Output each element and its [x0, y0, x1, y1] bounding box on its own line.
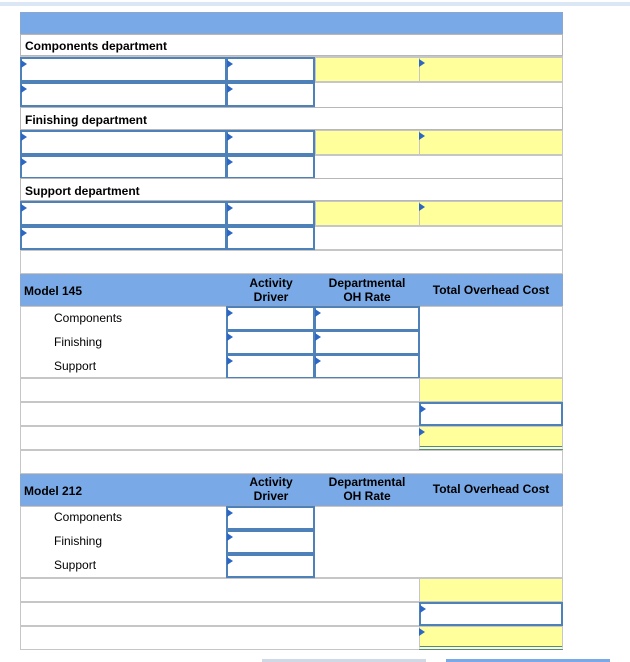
model-212-title: Model 212 [24, 484, 83, 498]
components-section-row [20, 34, 563, 56]
components-department-label: Components department [25, 39, 168, 53]
model-212-finishing-driver-input[interactable] [226, 530, 315, 554]
support-row2-description-input[interactable] [20, 226, 227, 250]
model-145-row-components: Components [54, 311, 123, 325]
components-row2-driver-input[interactable] [226, 82, 315, 107]
top-strip [0, 2, 630, 6]
model-212-units-input[interactable] [419, 602, 563, 626]
spacer-row-2 [20, 450, 563, 474]
model-145-components-rate-input[interactable] [314, 306, 420, 331]
support-row1-description-input[interactable] [20, 201, 227, 226]
finishing-row2-driver-input[interactable] [226, 155, 315, 179]
finishing-row1-cost-input[interactable] [226, 130, 315, 155]
model-145-dept-oh-rate-header: Departmental OH Rate [328, 276, 406, 304]
model-212-row-components: Components [54, 510, 123, 524]
model-212-total-overhead-cell [419, 578, 563, 602]
spacer-row-1 [20, 250, 563, 274]
model-145-total-overhead-header: Total Overhead Cost [432, 283, 550, 297]
components-row2-description-input[interactable] [20, 82, 227, 107]
finishing-row1-description-input[interactable] [20, 130, 227, 155]
support-row1-cost-input[interactable] [226, 201, 315, 226]
components-row1-rate-input[interactable] [419, 57, 563, 82]
model-212-row-support: Support [54, 558, 97, 572]
model-145-components-driver-input[interactable] [226, 306, 315, 331]
table-header-bar [20, 12, 563, 34]
model-212-support-driver-input[interactable] [226, 554, 315, 578]
model-212-dept-oh-rate-header: Departmental OH Rate [328, 475, 406, 503]
model-212-activity-driver-header: Activity Driver [249, 475, 293, 503]
support-section-row [20, 178, 563, 201]
components-row1-description-input[interactable] [20, 57, 227, 82]
model-145-row-finishing: Finishing [54, 335, 103, 349]
finishing-row2-description-input[interactable] [20, 155, 227, 179]
finishing-row1-yellow-cell [315, 130, 420, 155]
components-row1-cost-input[interactable] [226, 57, 315, 82]
model-145-support-rate-input[interactable] [314, 354, 420, 379]
model-212-row-finishing: Finishing [54, 534, 103, 548]
model-145-total-overhead-cell [419, 378, 563, 402]
support-row1-rate-input[interactable] [419, 201, 563, 226]
model-145-title: Model 145 [24, 284, 83, 298]
finishing-department-label: Finishing department [25, 113, 148, 127]
finishing-row1-rate-input[interactable] [419, 130, 563, 155]
model-145-finishing-rate-input[interactable] [314, 330, 420, 355]
support-row2-driver-input[interactable] [226, 226, 315, 250]
model-145-per-unit-input[interactable] [419, 426, 563, 450]
model-145-support-driver-input[interactable] [226, 354, 315, 379]
components-row1-yellow-cell [315, 57, 420, 82]
support-row1-yellow-cell [315, 201, 420, 226]
finishing-section-row [20, 107, 563, 130]
model-145-units-input[interactable] [419, 402, 563, 426]
model-145-row-support: Support [54, 359, 97, 373]
model-212-components-driver-input[interactable] [226, 506, 315, 530]
model-145-finishing-driver-input[interactable] [226, 330, 315, 355]
model-212-per-unit-input[interactable] [419, 626, 563, 650]
support-department-label: Support department [25, 184, 140, 198]
model-145-activity-driver-header: Activity Driver [249, 276, 293, 304]
model-212-total-overhead-header: Total Overhead Cost [432, 482, 550, 496]
